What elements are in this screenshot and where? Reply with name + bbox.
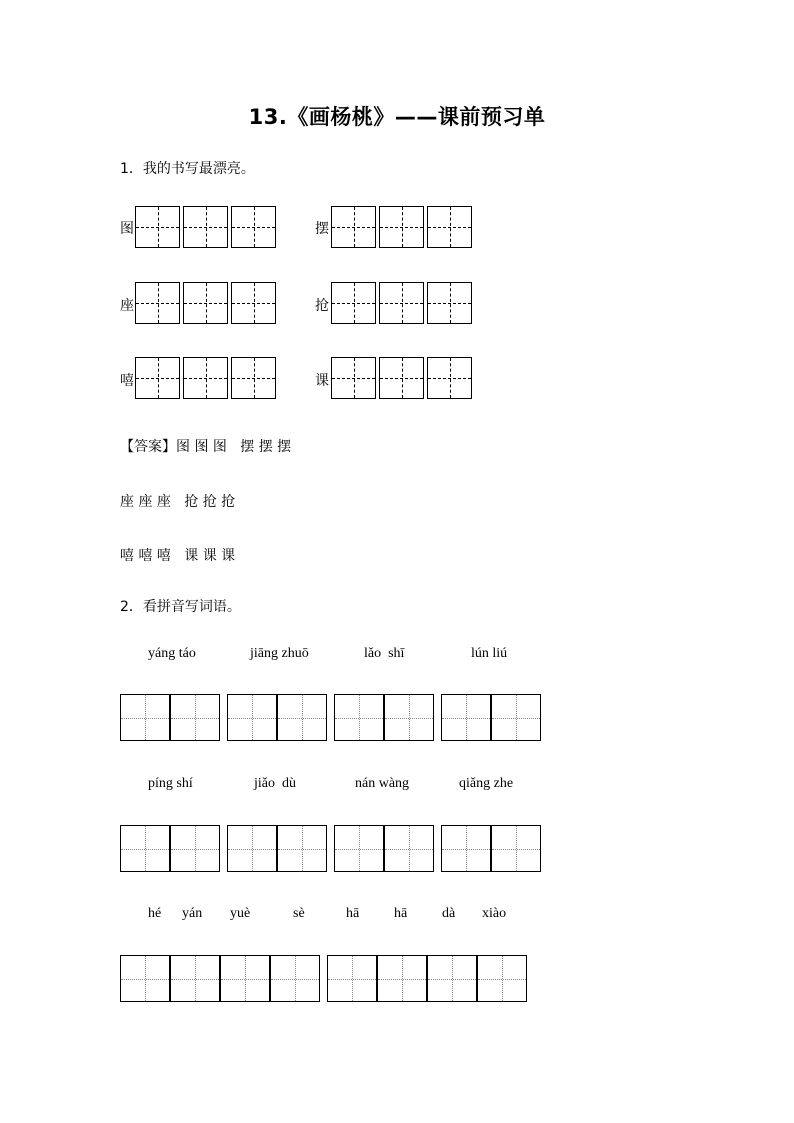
pinyin-answer-box[interactable] bbox=[120, 825, 170, 872]
pinyin-label: xiào bbox=[482, 906, 507, 921]
writing-grid-cell[interactable] bbox=[379, 357, 424, 399]
pinyin-answer-box[interactable] bbox=[334, 825, 384, 872]
pinyin-answer-box[interactable] bbox=[427, 955, 477, 1002]
writing-grid-cell[interactable] bbox=[331, 357, 376, 399]
practice-char: 课 bbox=[315, 373, 329, 389]
writing-grid-cell[interactable] bbox=[379, 206, 424, 248]
pinyin-answer-box[interactable] bbox=[327, 955, 377, 1002]
writing-grid-cell[interactable] bbox=[135, 357, 180, 399]
pinyin-label: píng shí bbox=[148, 776, 193, 791]
pinyin-answer-box[interactable] bbox=[277, 694, 327, 741]
writing-grid-cell[interactable] bbox=[231, 206, 276, 248]
pinyin-answer-box[interactable] bbox=[170, 825, 220, 872]
practice-char: 图 bbox=[120, 221, 134, 237]
writing-grid-cell[interactable] bbox=[427, 206, 472, 248]
page-title: 13.《画杨桃》——课前预习单 bbox=[248, 105, 546, 129]
pinyin-label: qiǎng zhe bbox=[459, 776, 514, 791]
pinyin-answer-box[interactable] bbox=[384, 825, 434, 872]
pinyin-answer-box[interactable] bbox=[120, 955, 170, 1002]
pinyin-answer-box[interactable] bbox=[170, 955, 220, 1002]
practice-char: 抢 bbox=[315, 298, 329, 314]
pinyin-label: lún liú bbox=[471, 646, 508, 661]
pinyin-label: hā bbox=[394, 906, 408, 921]
practice-char: 摆 bbox=[315, 221, 329, 237]
writing-grid-cell[interactable] bbox=[427, 357, 472, 399]
pinyin-label: lǎo shī bbox=[364, 646, 405, 661]
writing-grid-cell[interactable] bbox=[331, 282, 376, 324]
pinyin-label: yáng táo bbox=[148, 646, 196, 661]
writing-grid-cell[interactable] bbox=[427, 282, 472, 324]
pinyin-answer-box[interactable] bbox=[491, 694, 541, 741]
section-1-heading: 1．我的书写最漂亮。 bbox=[120, 161, 255, 177]
pinyin-label: yán bbox=[182, 906, 203, 921]
pinyin-answer-box[interactable] bbox=[441, 825, 491, 872]
pinyin-answer-box[interactable] bbox=[120, 694, 170, 741]
pinyin-answer-box[interactable] bbox=[227, 694, 277, 741]
pinyin-label: yuè bbox=[230, 906, 251, 921]
writing-grid-cell[interactable] bbox=[331, 206, 376, 248]
writing-grid-cell[interactable] bbox=[231, 357, 276, 399]
answer-line-3: 嘻 嘻 嘻 课 课 课 bbox=[120, 548, 236, 564]
writing-grid-cell[interactable] bbox=[183, 282, 228, 324]
practice-char: 座 bbox=[120, 298, 134, 314]
pinyin-answer-box[interactable] bbox=[377, 955, 427, 1002]
writing-grid-cell[interactable] bbox=[183, 357, 228, 399]
pinyin-answer-box[interactable] bbox=[220, 955, 270, 1002]
pinyin-label: jiāng zhuō bbox=[250, 646, 309, 661]
writing-grid-cell[interactable] bbox=[135, 282, 180, 324]
answer-line-2: 座 座 座 抢 抢 抢 bbox=[120, 494, 236, 510]
pinyin-label: hā bbox=[346, 906, 360, 921]
pinyin-answer-box[interactable] bbox=[270, 955, 320, 1002]
answer-line-1: 【答案】图 图 图 摆 摆 摆 bbox=[120, 439, 292, 455]
pinyin-answer-box[interactable] bbox=[491, 825, 541, 872]
practice-char: 嘻 bbox=[120, 373, 134, 389]
pinyin-answer-box[interactable] bbox=[384, 694, 434, 741]
pinyin-answer-box[interactable] bbox=[334, 694, 384, 741]
writing-grid-cell[interactable] bbox=[183, 206, 228, 248]
pinyin-answer-box[interactable] bbox=[477, 955, 527, 1002]
writing-grid-cell[interactable] bbox=[135, 206, 180, 248]
writing-grid-cell[interactable] bbox=[379, 282, 424, 324]
pinyin-answer-box[interactable] bbox=[441, 694, 491, 741]
pinyin-label: nán wàng bbox=[355, 776, 410, 791]
writing-grid-cell[interactable] bbox=[231, 282, 276, 324]
pinyin-label: sè bbox=[293, 906, 305, 921]
pinyin-label: dà bbox=[442, 906, 456, 921]
pinyin-answer-box[interactable] bbox=[170, 694, 220, 741]
pinyin-label: hé bbox=[148, 906, 162, 921]
pinyin-answer-box[interactable] bbox=[227, 825, 277, 872]
pinyin-label: jiǎo dù bbox=[254, 776, 296, 791]
pinyin-answer-box[interactable] bbox=[277, 825, 327, 872]
section-2-heading: 2．看拼音写词语。 bbox=[120, 599, 241, 615]
